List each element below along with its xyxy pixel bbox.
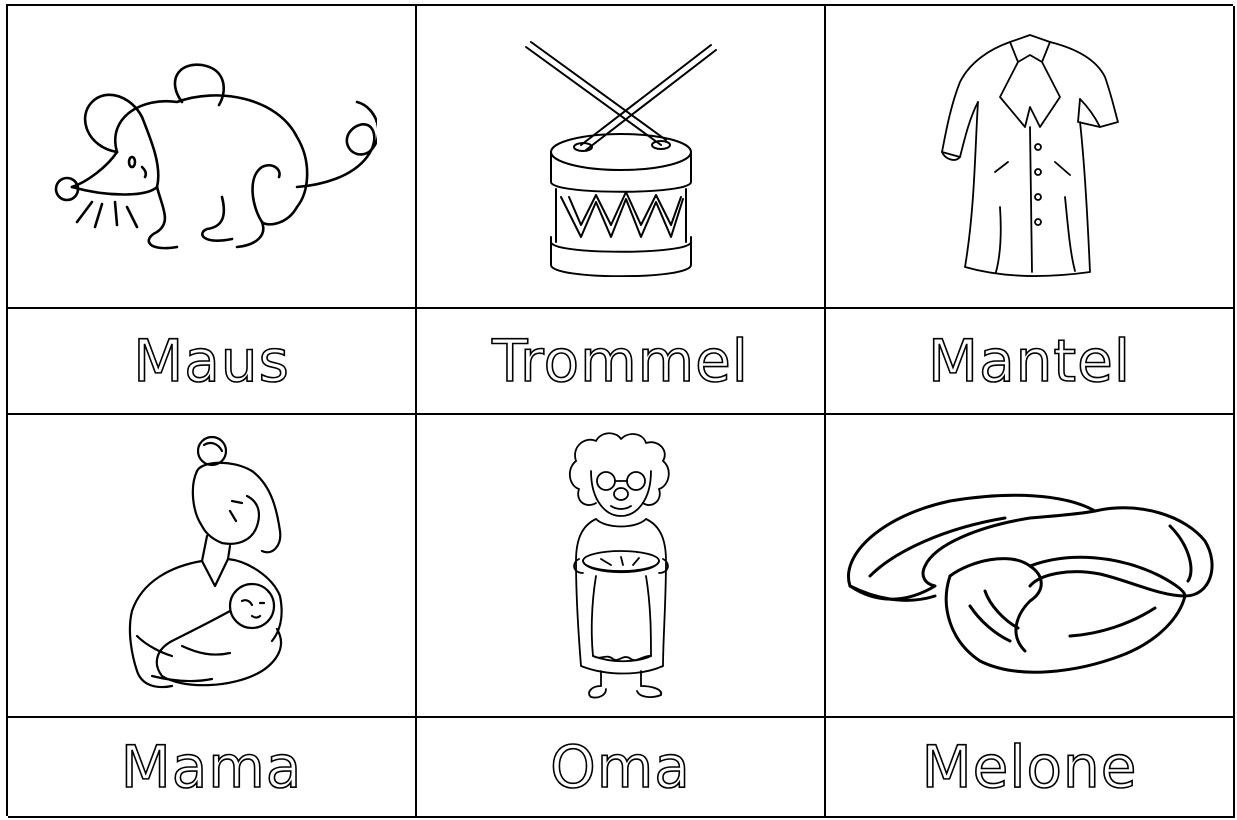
card-picture-oma <box>417 415 826 718</box>
card-picture-mantel <box>826 6 1235 309</box>
coat-icon <box>930 27 1130 287</box>
card-word-cell <box>417 309 826 415</box>
card-picture-trommel <box>417 6 826 309</box>
grandmother-icon <box>551 431 691 701</box>
card-word-cell <box>826 718 1235 818</box>
melon-icon <box>840 456 1220 676</box>
card-word-maus: Maus <box>133 327 290 395</box>
card-picture-melone <box>826 415 1235 718</box>
card-word-mama: Mama <box>120 733 303 801</box>
card-word-cell <box>826 309 1235 415</box>
card-word-trommel: Trommel <box>492 327 749 395</box>
card-word-mantel: Mantel <box>928 327 1131 395</box>
card-picture-mama <box>8 415 417 718</box>
card-word-cell <box>417 718 826 818</box>
mother-with-baby-icon <box>112 431 312 701</box>
card-word-oma: Oma <box>550 733 691 801</box>
worksheet <box>6 4 1233 816</box>
card-word-cell <box>8 718 417 818</box>
word-card-grid <box>6 4 1233 816</box>
drum-icon <box>511 37 731 277</box>
card-picture-maus <box>8 6 417 309</box>
card-word-cell <box>8 309 417 415</box>
card-word-melone: Melone <box>921 733 1138 801</box>
mouse-icon <box>47 57 377 257</box>
